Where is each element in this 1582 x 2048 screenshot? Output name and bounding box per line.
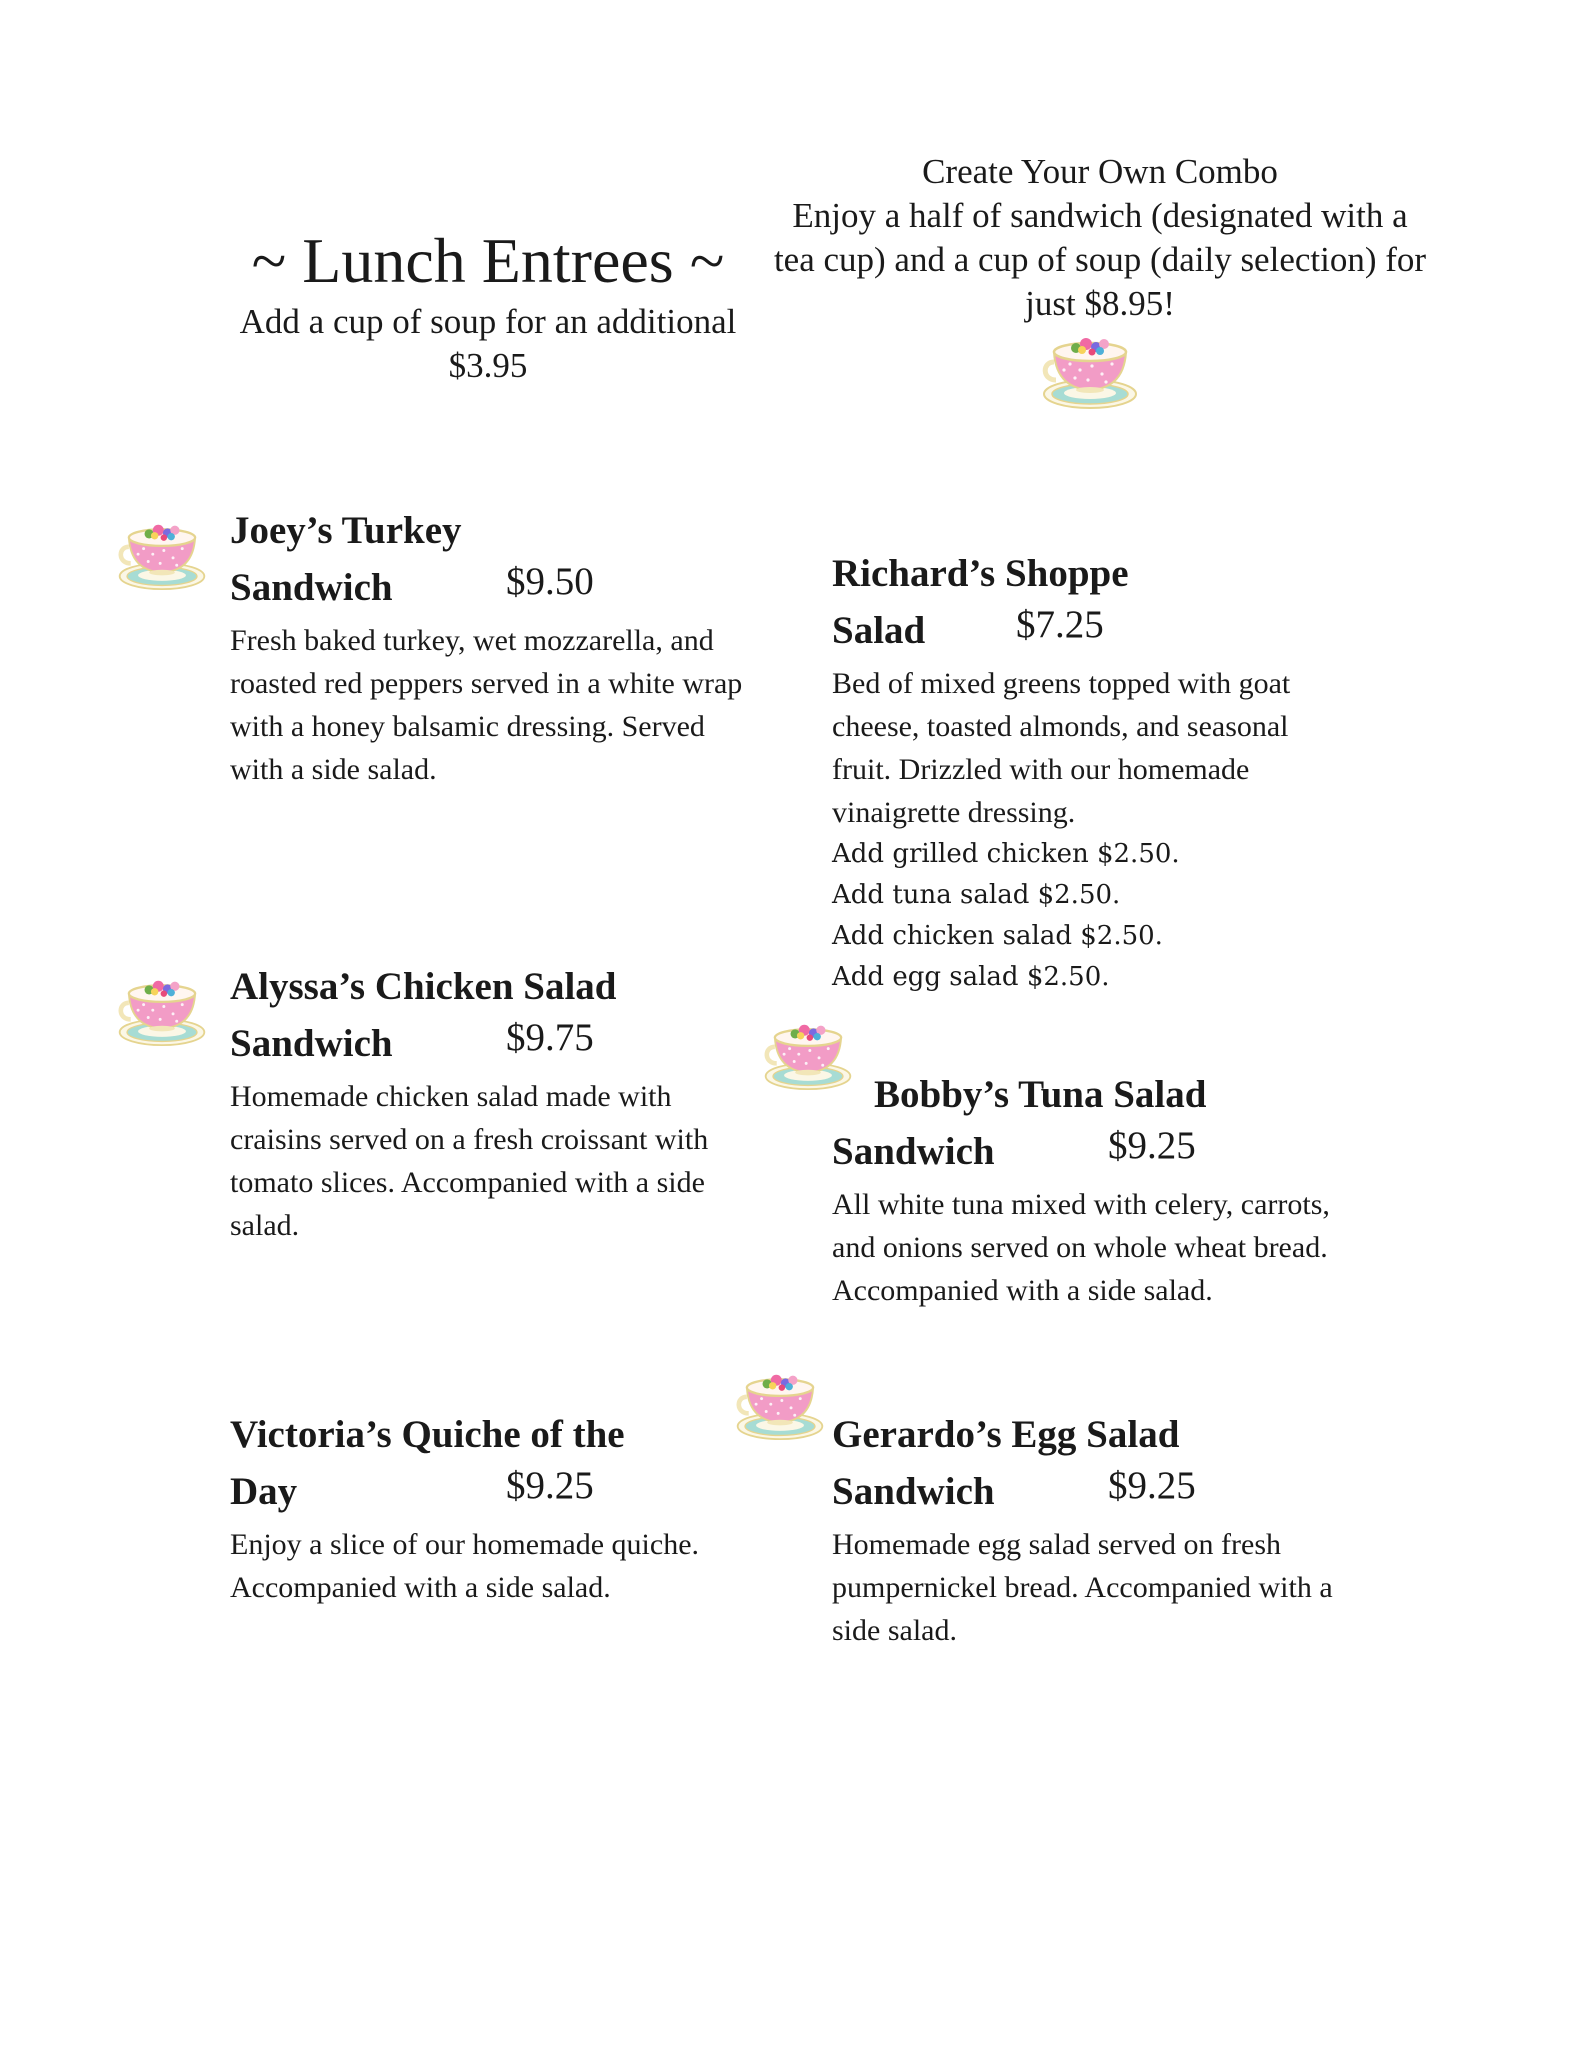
combo-title: Create Your Own Combo [922, 152, 1278, 191]
teacup-icon [1040, 322, 1140, 422]
item-price: $9.25 [506, 1464, 594, 1507]
page-title: ~ Lunch Entrees ~ [251, 225, 725, 296]
item-description: Bed of mixed greens topped with goat cheese, toasted almonds, and seasonal fruit. Drizzled with our homemade vinaigrette dressing. [832, 667, 1291, 829]
item-name-line2: Salad [832, 609, 926, 652]
teacup-icon [116, 966, 208, 1058]
item-price: $9.75 [506, 1016, 594, 1059]
item-price: $7.25 [1016, 603, 1104, 646]
addon-option: Add chicken salad $2.50. [832, 921, 1163, 951]
item-name-line2: Sandwich [230, 566, 393, 609]
addon-option: Add egg salad $2.50. [832, 962, 1110, 992]
combo-description: Enjoy a half of sandwich (designated with a tea cup) and a cup of soup (daily selection) for just $8.95! [773, 196, 1427, 323]
item-name: Victoria’s Quiche of the [230, 1413, 625, 1456]
teacup-icon [734, 1360, 826, 1452]
item-name: Joey’s Turkey [230, 509, 462, 552]
addon-option: Add tuna salad $2.50. [832, 880, 1121, 910]
item-price: $9.25 [1108, 1124, 1196, 1167]
menu-item [832, 1406, 1352, 1652]
item-name: Richard’s Shoppe [832, 552, 1129, 595]
soup-addon-note: Add a cup of soup for an additional $3.95 [239, 302, 737, 385]
menu-item [832, 1066, 1352, 1312]
item-name-line2: Sandwich [832, 1130, 995, 1173]
item-name: Alyssa’s Chicken Salad [230, 965, 617, 1008]
item-name-line2: Sandwich [230, 1022, 393, 1065]
item-description: Homemade chicken salad made with craisins served on a fresh croissant with tomato slices. Accompanied with a side salad. [230, 1080, 709, 1242]
menu-item [832, 545, 1332, 998]
teacup-icon [116, 510, 208, 602]
item-name: Gerardo’s Egg Salad [832, 1413, 1180, 1456]
menu-item [230, 502, 750, 791]
item-name: Bobby’s Tuna Salad [874, 1073, 1207, 1116]
item-description: Fresh baked turkey, wet mozzarella, and roasted red peppers served in a white wrap with a honey balsamic dressing. Served with a side salad. [230, 624, 743, 786]
item-description: All white tuna mixed with celery, carrots, and onions served on whole wheat bread. Accompanied with a side salad. [832, 1188, 1330, 1307]
addon-list [832, 834, 1332, 998]
item-name-line2: Day [230, 1470, 298, 1513]
addon-option: Add grilled chicken $2.50. [832, 839, 1180, 869]
item-name-line2: Sandwich [832, 1470, 995, 1513]
menu-item [230, 1406, 750, 1609]
item-price: $9.50 [506, 560, 594, 603]
combo-box [770, 150, 1430, 326]
item-description: Enjoy a slice of our homemade quiche. Accompanied with a side salad. [230, 1528, 700, 1604]
item-price: $9.25 [1108, 1464, 1196, 1507]
menu-item [230, 958, 750, 1247]
item-description: Homemade egg salad served on fresh pumpernickel bread. Accompanied with a side salad. [832, 1528, 1333, 1647]
